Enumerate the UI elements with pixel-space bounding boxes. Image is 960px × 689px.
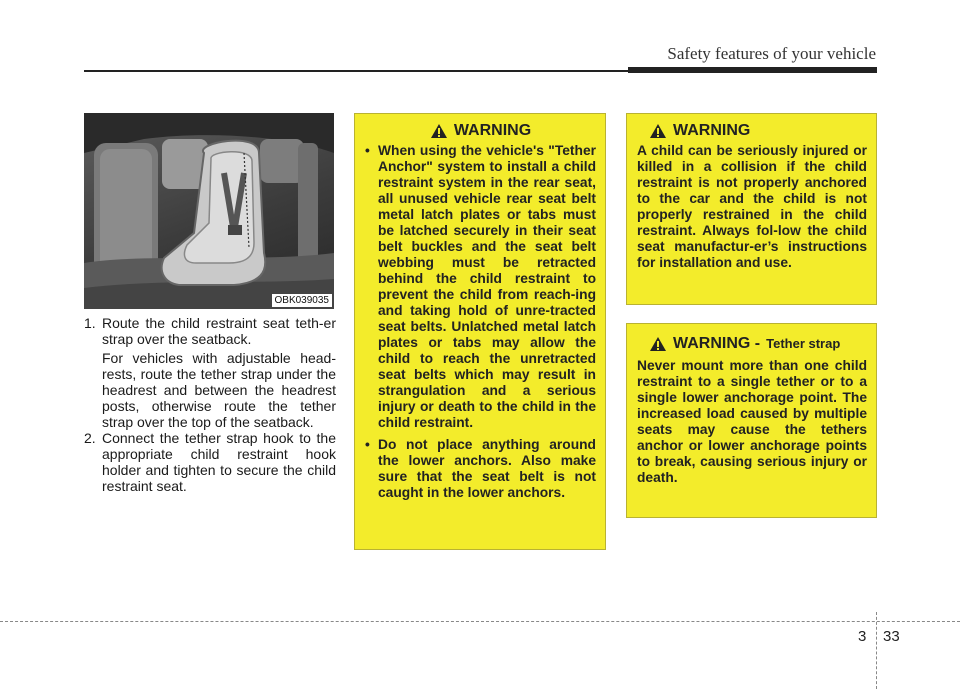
header-title: Safety features of your vehicle (667, 44, 876, 63)
warning-bullet: • Do not place anything around the lower anchors. Also make sure that the seat belt is not caught in the lower anchors. (365, 437, 596, 500)
step-text: Route the child restraint seat teth-er strap over the seatback. (102, 315, 336, 347)
step-1-note: For vehicles with adjustable head-rests, route the tether strap under the headrest and between the headrest posts, otherwise route the tether strap over the top of the seatback. (102, 350, 336, 430)
warning-triangle-icon (649, 336, 667, 352)
child-seat-photo (84, 113, 334, 309)
warning-bullets (365, 143, 596, 501)
header-rule-accent (628, 67, 877, 73)
step-number: 1. (84, 315, 96, 331)
warning-box-child-injury (626, 113, 877, 305)
warning-bullet: • When using the vehicle's "Tether Anchor" system to install a child restraint system in the rear seat, all unused vehicle rear seat belt metal latch plates or tabs must be latched securely in their seat belt buckles and the seat belt webbing must be retracted behind the child restraint to prevent the child from reach-ing and taking hold of unre-tracted seat belts. Unlatched metal latch plates or tabs may allow the child to reach the unretracted seat belts which may result in strangulation and a serious injury or death to the child in the child restraint. (365, 143, 596, 430)
warning-heading (365, 123, 596, 139)
warning-title: WARNING - (673, 335, 761, 352)
warning-text: A child can be seriously injured or killed in a collision if the child restraint is not properly anchored to the car and the child is not properly restrained in the child restraint. Always fol-low the child seat manufactur-er’s instructions for installation and use. (637, 143, 867, 270)
warning-title: WARNING (673, 122, 751, 139)
warning-triangle-icon (430, 123, 448, 139)
warning-box-tether-strap (626, 323, 877, 518)
warning-title: WARNING (453, 122, 532, 139)
figure-code: OBK039035 (272, 294, 333, 307)
chapter-number: 3 (858, 628, 867, 645)
step-2 (84, 430, 336, 494)
footer-divider (876, 612, 877, 689)
step-number: 2. (84, 430, 96, 446)
page-number: 33 (883, 628, 900, 645)
step-text: Connect the tether strap hook to the appropriate child restraint hook holder and tighten to secure the child restraint seat. (102, 430, 336, 494)
warning-box-rear-seat (354, 113, 606, 550)
warning-heading (649, 336, 867, 352)
warning-heading (649, 123, 867, 139)
instruction-steps (84, 315, 336, 494)
step-1 (84, 315, 336, 347)
warning-subtitle: Tether strap (766, 336, 841, 351)
warning-text: Never mount more than one child restraint to a single tether or to a single lower anchorage point. The increased load caused by multiple seats may cause the tethers anchor or lower anchorage points to break, causing serious injury or death. (637, 358, 867, 485)
warning-triangle-icon (649, 123, 667, 139)
footer-rule (0, 621, 960, 622)
